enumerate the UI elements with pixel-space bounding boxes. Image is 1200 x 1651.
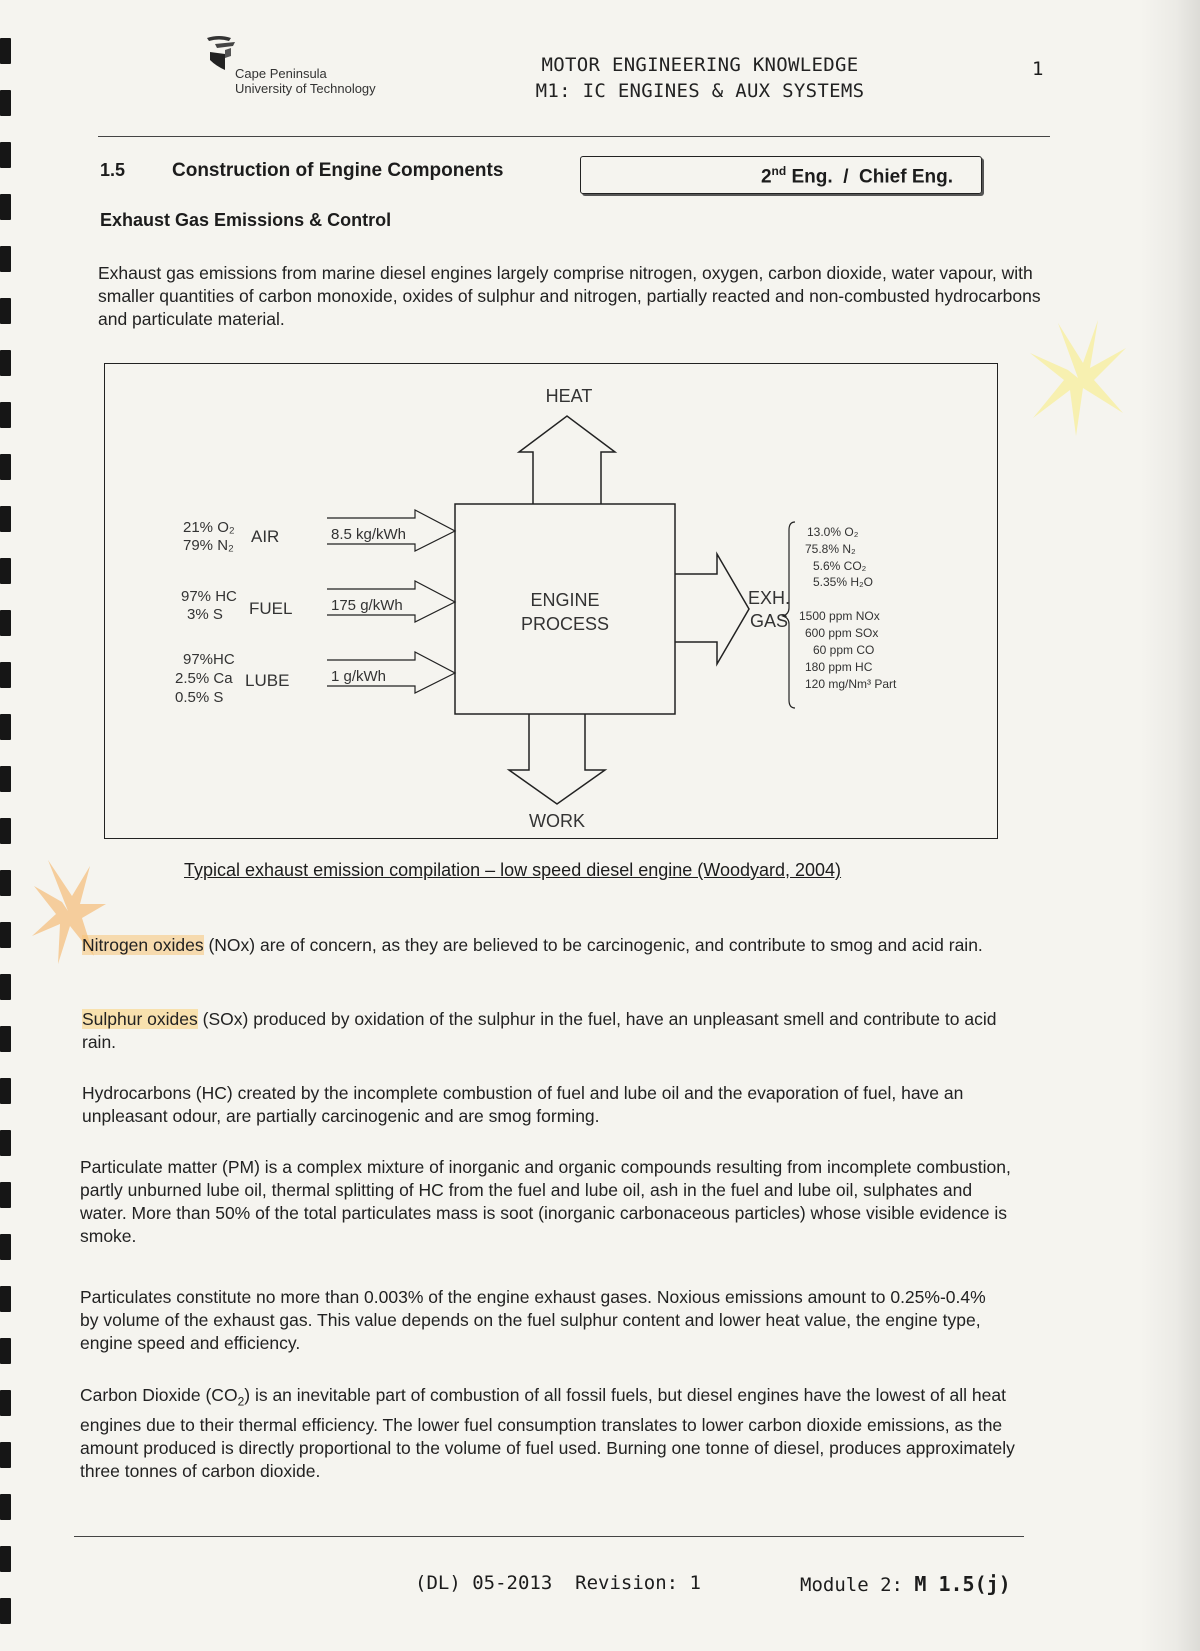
exhaust-main-4: 5.35% H₂O: [813, 575, 874, 589]
nox-text: (NOx) are of concern, as they are believed to be carcinogenic, and contribute to smog and acid rain.: [203, 935, 983, 955]
co2-subscript: 2: [237, 1394, 245, 1409]
sox-paragraph: [82, 1008, 1012, 1054]
engine-label-2: PROCESS: [520, 614, 610, 634]
exhaust-brace: [783, 522, 795, 708]
fuel-comp-1: 97% HC: [181, 588, 237, 605]
fuel-comp-2: 3% S: [187, 606, 223, 623]
exhaust-arrow: [675, 554, 749, 664]
lube-comp-1: 97%HC: [183, 651, 235, 668]
exh-label-1: EXH.: [747, 588, 791, 608]
level-prefix: 2: [760, 166, 772, 188]
lube-comp-3: 0.5% S: [175, 689, 224, 706]
emission-diagram: [104, 363, 998, 839]
highlighter-splash-right: [1028, 318, 1128, 438]
lube-label: LUBE: [245, 671, 290, 690]
exhaust-minor-4: 180 ppm HC: [805, 660, 873, 674]
fuel-label: FUEL: [249, 599, 293, 618]
footer-module-prefix: Module 2:: [800, 1574, 915, 1596]
air-comp-2: 79% N₂: [183, 537, 234, 554]
exhaust-minor-1: 1500 ppm NOx: [799, 609, 880, 623]
exhaust-main-1: 13.0% O₂: [807, 525, 859, 539]
fuel-rate: 175 g/kWh: [331, 597, 403, 614]
exhaust-minor-5: 120 mg/Nm³ Part: [805, 677, 897, 691]
particulates-paragraph: Particulates constitute no more than 0.003% of the engine exhaust gases. Noxious emissions amount to 0.25%-0.4% by volume of the exhaust gas. This value depends on the fuel sulphur content and lower heat value, the engine type, engine speed and efficiency.: [80, 1287, 986, 1353]
lube-rate: 1 g/kWh: [331, 668, 387, 685]
co2-text-pre: Carbon Dioxide (CO: [80, 1385, 238, 1405]
heat-arrow: [519, 416, 615, 504]
nox-highlight: Nitrogen oxides: [82, 935, 204, 955]
hc-paragraph: Hydrocarbons (HC) created by the incomplete combustion of fuel and lube oil and the evaporation of fuel, have an unpleasant odour, are partially carcinogenic and are smog forming.: [82, 1083, 964, 1126]
logo-line-2: University of Technology: [235, 81, 376, 96]
sox-text: (SOx) produced by oxidation of the sulphur in the fuel, have an unpleasant smell and contribute to acid rain.: [82, 1009, 997, 1052]
section-number: 1.5: [100, 160, 126, 180]
page-number: 1: [1032, 58, 1044, 80]
air-comp-1: 21% O₂: [183, 519, 235, 536]
logo-line-1: Cape Peninsula: [235, 66, 327, 81]
pm-paragraph: Particulate matter (PM) is a complex mixture of inorganic and organic compounds resulting from incomplete combustion, partly unburned lube oil, thermal splitting of HC from the fuel and lube oil, ash in the fuel and lube oil, sulphates and water. More than 50% of the total particulates mass is soot (inorganic carbonaceous particles) whose visible evidence is smoke.: [80, 1157, 1011, 1246]
level-sup: nd: [771, 164, 787, 178]
nox-paragraph: [82, 934, 1012, 957]
footer-module-code: M 1.5(j): [914, 1572, 1011, 1596]
work-label: WORK: [529, 811, 585, 831]
footer-revision: (DL) 05-2013 Revision: 1: [415, 1572, 701, 1594]
header-rule: [98, 136, 1050, 137]
university-logo: [205, 32, 376, 96]
title-line-1: MOTOR ENGINEERING KNOWLEDGE: [541, 54, 859, 76]
audience-level-text: [761, 164, 953, 188]
page-edge-shadow: [1140, 0, 1200, 1651]
co2-paragraph: [80, 1384, 1030, 1483]
spiral-binding: [0, 0, 14, 1651]
exhaust-main-2: 75.8% N₂: [805, 542, 856, 556]
exhaust-minor-3: 60 ppm CO: [813, 643, 875, 657]
emission-diagram-svg: [105, 364, 996, 837]
footer-module: [800, 1572, 1011, 1596]
engine-label-1: ENGINE: [530, 590, 600, 610]
exhaust-main-3: 5.6% CO₂: [813, 559, 867, 573]
air-rate: 8.5 kg/kWh: [331, 526, 407, 543]
diagram-caption: Typical exhaust emission compilation – low speed diesel engine (Woodyard, 2004): [184, 860, 842, 880]
work-arrow: [509, 714, 605, 804]
title-line-2: M1: IC ENGINES & AUX SYSTEMS: [535, 80, 865, 102]
audience-level-box: [580, 156, 982, 194]
footer-rule: [74, 1536, 1024, 1537]
lube-comp-2: 2.5% Ca: [175, 670, 233, 687]
intro-paragraph: Exhaust gas emissions from marine diesel engines largely comprise nitrogen, oxygen, carbon dioxide, water vapour, with smaller quantities of carbon monoxide, oxides of sulphur and nitrogen, partially reacted and non-combusted hydrocarbons and particulate material.: [98, 263, 1041, 329]
heat-label: HEAT: [545, 386, 593, 406]
sox-highlight: Sulphur oxides: [82, 1009, 198, 1029]
document-title: [470, 52, 930, 104]
exh-label-2: GAS: [749, 611, 789, 631]
level-rest: Eng. / Chief Eng.: [786, 166, 953, 188]
section-title: Construction of Engine Components: [172, 160, 504, 181]
co2-text-rest: ) is an inevitable part of combustion of all fossil fuels, but diesel engines have the lowest of all heat engines due to their thermal efficiency. The lower fuel consumption translates to lower carbon dioxide emissions, as the amount produced is directly proportional to the volume of fuel used. Burning one tonne of diesel, produces approximately three tonnes of carbon dioxide.: [80, 1385, 1015, 1481]
air-label: AIR: [251, 527, 280, 546]
exhaust-minor-2: 600 ppm SOx: [805, 626, 879, 640]
subheading: Exhaust Gas Emissions & Control: [100, 210, 392, 230]
